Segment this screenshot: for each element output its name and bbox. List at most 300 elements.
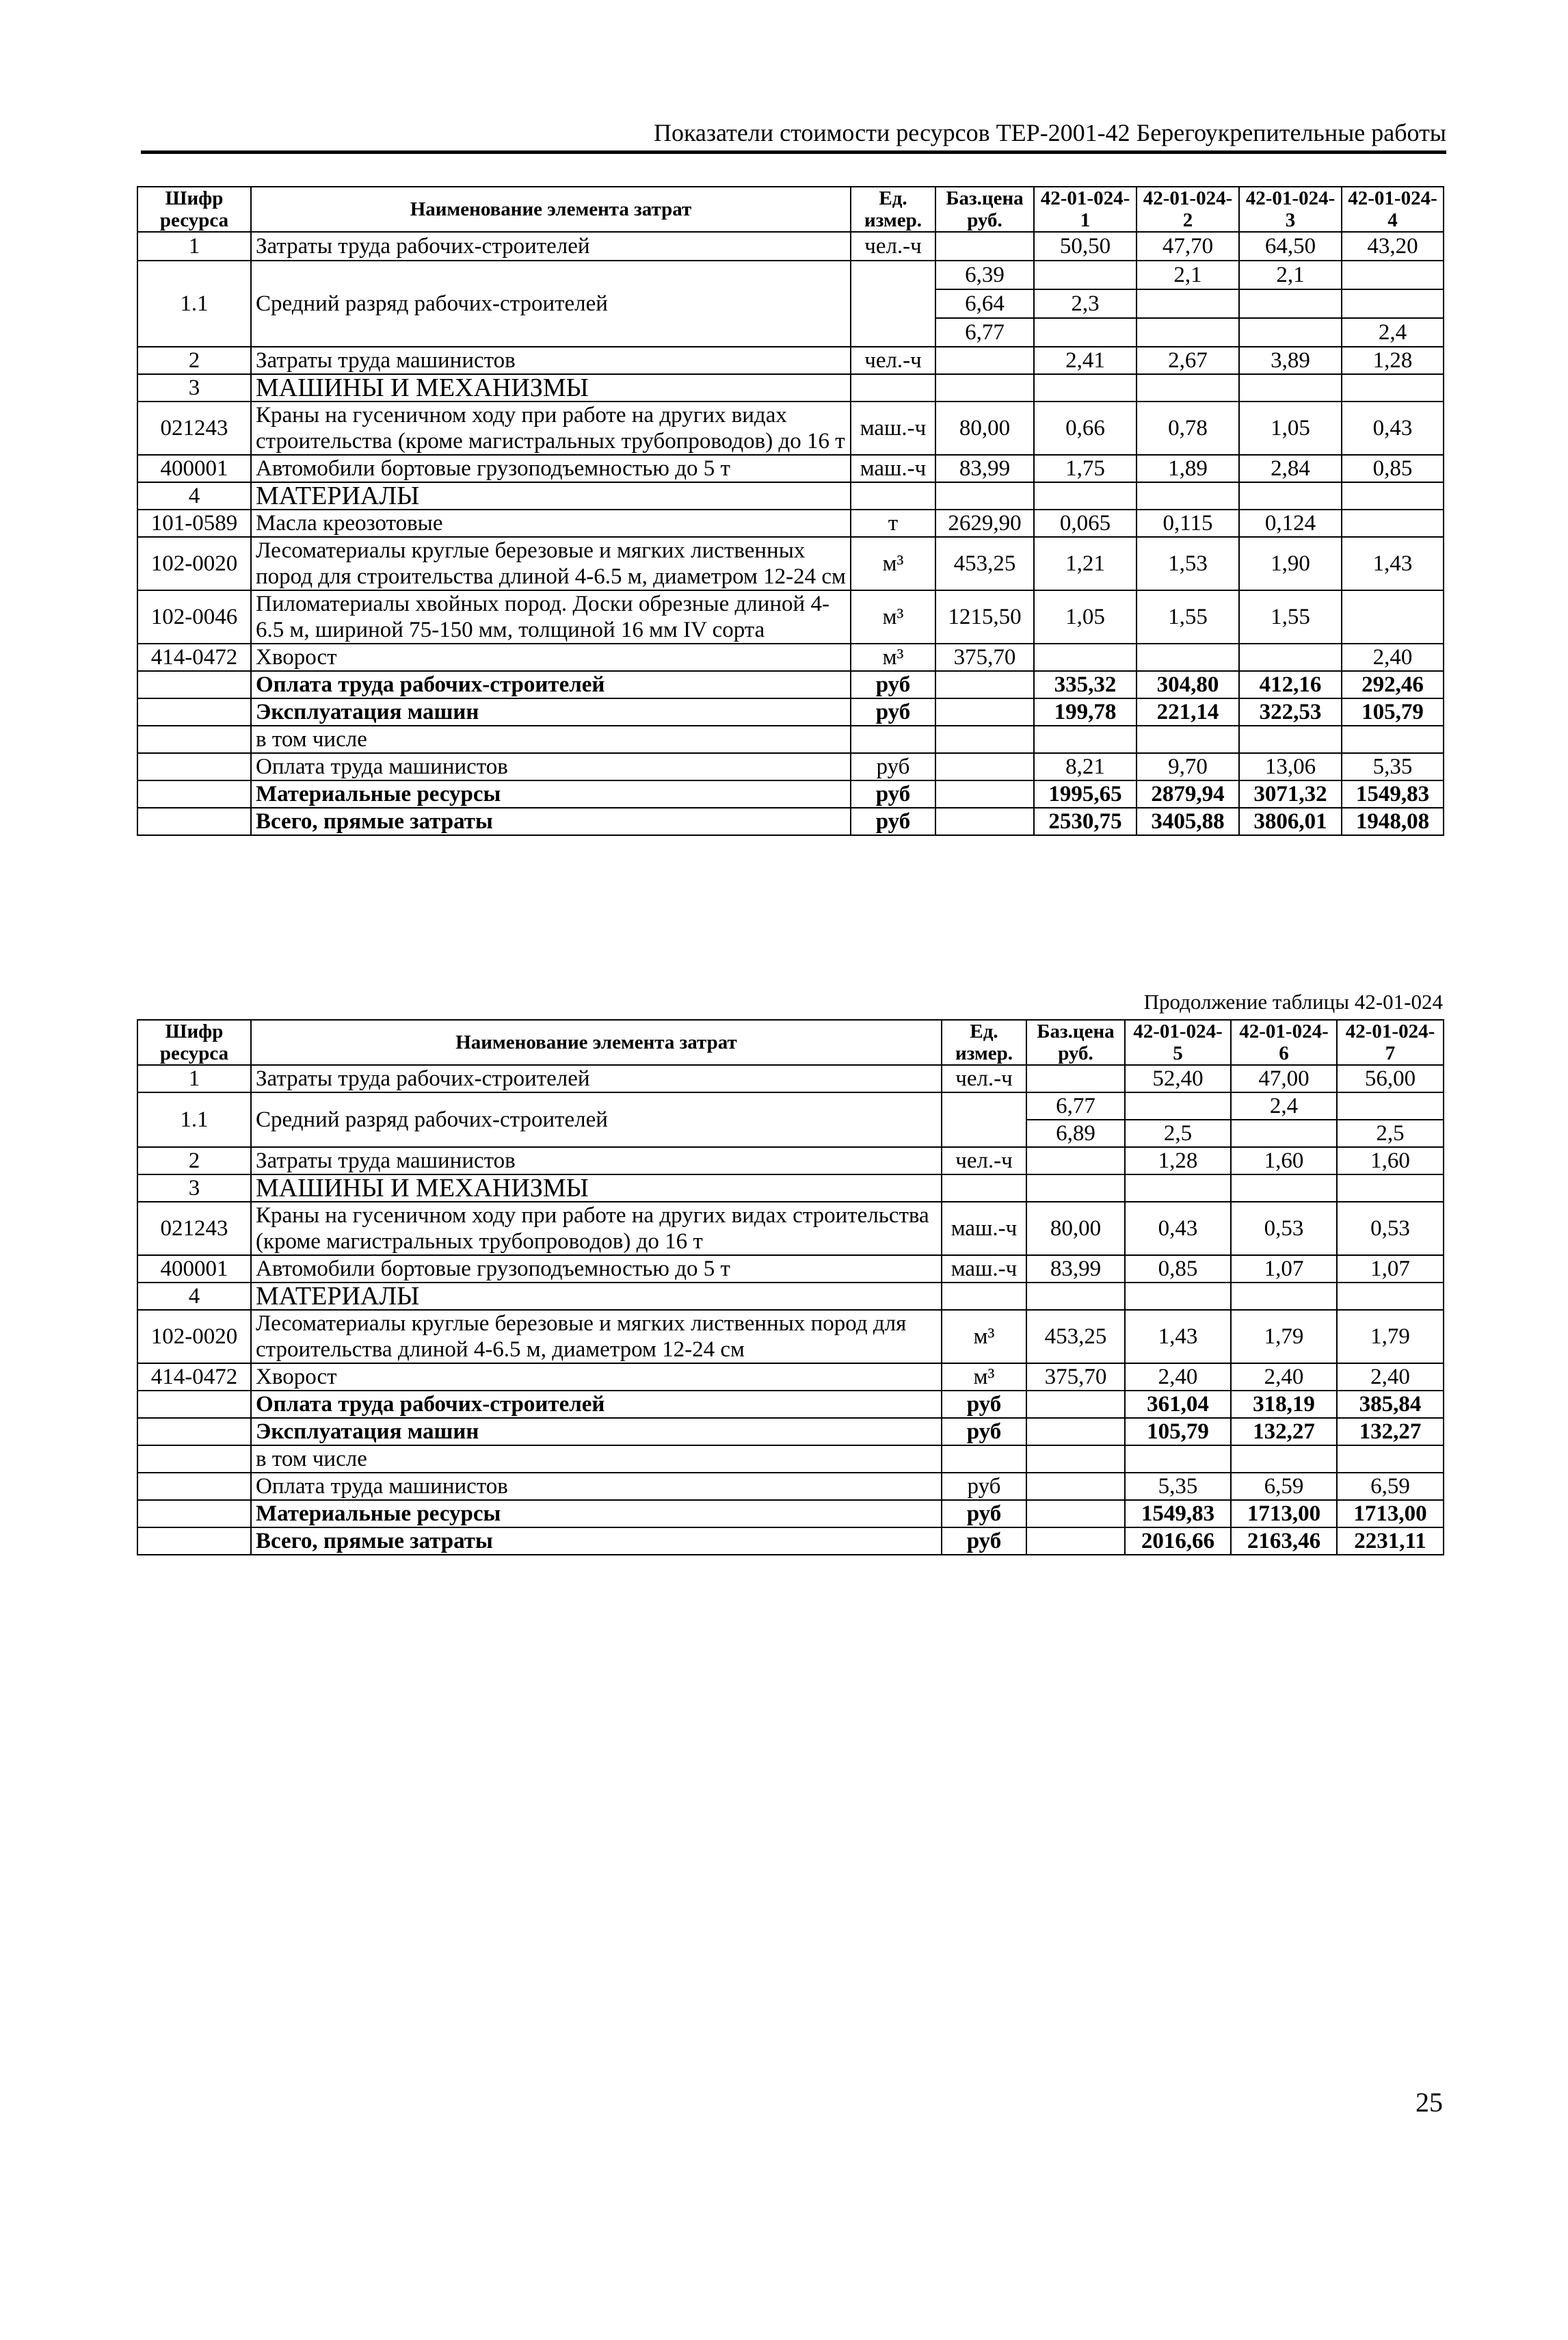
summary-label: Материальные ресурсы bbox=[251, 1500, 942, 1527]
section-title: МАТЕРИАЛЫ bbox=[251, 482, 851, 510]
section-row bbox=[137, 374, 1444, 402]
cell-value: 1713,00 bbox=[1337, 1500, 1444, 1527]
cell-unit: чел.-ч bbox=[942, 1147, 1026, 1174]
col-header-unit: Ед. измер. bbox=[942, 1020, 1026, 1065]
cell-value: 1,21 bbox=[1034, 537, 1137, 590]
cell-code: 4 bbox=[137, 482, 251, 510]
cell-price bbox=[1026, 1527, 1125, 1555]
cell-value bbox=[1239, 289, 1342, 318]
cell-value: 1,90 bbox=[1239, 537, 1342, 590]
section-title: МАТЕРИАЛЫ bbox=[251, 1283, 942, 1310]
cell-value bbox=[1137, 726, 1239, 753]
table-row bbox=[137, 232, 1444, 261]
table-row bbox=[137, 644, 1444, 671]
cell-price bbox=[1026, 1445, 1125, 1473]
summary-row bbox=[137, 1527, 1444, 1555]
cell-price: 83,99 bbox=[935, 455, 1034, 482]
cell-price: 453,25 bbox=[935, 537, 1034, 590]
cell-price bbox=[935, 347, 1034, 374]
cell-value: 5,35 bbox=[1342, 753, 1444, 780]
cell-value bbox=[1034, 261, 1137, 289]
cell-value: 1,43 bbox=[1125, 1310, 1231, 1363]
cell-value bbox=[1137, 482, 1239, 510]
cell-value bbox=[1239, 318, 1342, 347]
cell-code: 021243 bbox=[137, 1202, 251, 1255]
summary-row bbox=[137, 726, 1444, 753]
cell-value: 2,84 bbox=[1239, 455, 1342, 482]
cell-code: 1.1 bbox=[137, 1092, 251, 1147]
summary-row bbox=[137, 1500, 1444, 1527]
cell-price bbox=[935, 374, 1034, 402]
cell-value bbox=[1337, 1092, 1444, 1120]
table-row bbox=[137, 1310, 1444, 1363]
cell-unit bbox=[942, 1174, 1026, 1202]
cell-unit: м³ bbox=[851, 537, 935, 590]
cell-unit: руб bbox=[851, 780, 935, 808]
cell-price: 80,00 bbox=[935, 402, 1034, 455]
table-row bbox=[137, 347, 1444, 374]
cell-price bbox=[1026, 1500, 1125, 1527]
cell-value: 105,79 bbox=[1125, 1418, 1231, 1445]
cell-value: 47,00 bbox=[1231, 1065, 1337, 1092]
cell-grade: 6,77 bbox=[1026, 1092, 1125, 1120]
cell-value bbox=[1342, 482, 1444, 510]
cell-value: 9,70 bbox=[1137, 753, 1239, 780]
col-header-price: Баз.цена руб. bbox=[935, 187, 1034, 232]
cell-name: Затраты труда машинистов bbox=[251, 1147, 942, 1174]
cell-code: 102-0020 bbox=[137, 537, 251, 590]
section-row bbox=[137, 1283, 1444, 1310]
resource-table-2 bbox=[137, 1019, 1444, 1555]
cell-value: 13,06 bbox=[1239, 753, 1342, 780]
cell-value: 385,84 bbox=[1337, 1391, 1444, 1418]
col-header-norm: 42-01-024-6 bbox=[1231, 1020, 1337, 1065]
cell-price: 375,70 bbox=[935, 644, 1034, 671]
col-header-norm: 42-01-024-2 bbox=[1137, 187, 1239, 232]
cell-grade: 6,77 bbox=[935, 318, 1034, 347]
cell-value: 292,46 bbox=[1342, 671, 1444, 698]
table-row bbox=[137, 590, 1444, 644]
cell-price bbox=[935, 780, 1034, 808]
cell-name: Пиломатериалы хвойных пород. Доски обрезные длиной 4-6.5 м, шириной 75-150 мм, толщиной 16 мм IV сорта bbox=[251, 590, 851, 644]
cell-value: 1,07 bbox=[1231, 1255, 1337, 1283]
cell-value bbox=[1342, 510, 1444, 537]
cell-price: 83,99 bbox=[1026, 1255, 1125, 1283]
cell-unit: руб bbox=[851, 753, 935, 780]
cell-price: 2629,90 bbox=[935, 510, 1034, 537]
cell-code: 1 bbox=[137, 1065, 251, 1092]
cell-value: 52,40 bbox=[1125, 1065, 1231, 1092]
cell-value bbox=[1342, 289, 1444, 318]
cell-value: 2231,11 bbox=[1337, 1527, 1444, 1555]
cell-value: 335,32 bbox=[1034, 671, 1137, 698]
cell-name: Краны на гусеничном ходу при работе на других видах строительства (кроме магистральных трубопроводов) до 16 т bbox=[251, 402, 851, 455]
summary-label: Эксплуатация машин bbox=[251, 1418, 942, 1445]
cell-value: 3405,88 bbox=[1137, 808, 1239, 835]
cell-grade: 6,89 bbox=[1026, 1120, 1125, 1147]
cell-price bbox=[935, 232, 1034, 261]
cell-code bbox=[137, 698, 251, 726]
summary-row bbox=[137, 780, 1444, 808]
cell-value: 1,75 bbox=[1034, 455, 1137, 482]
cell-value: 0,53 bbox=[1337, 1202, 1444, 1255]
cell-value: 0,85 bbox=[1125, 1255, 1231, 1283]
cell-value: 2530,75 bbox=[1034, 808, 1137, 835]
cell-value bbox=[1231, 1120, 1337, 1147]
cell-value: 1,05 bbox=[1034, 590, 1137, 644]
cell-value: 1,60 bbox=[1231, 1147, 1337, 1174]
cell-code: 102-0046 bbox=[137, 590, 251, 644]
cell-code: 414-0472 bbox=[137, 1363, 251, 1391]
cell-name: Затраты труда рабочих-строителей bbox=[251, 232, 851, 261]
cell-price bbox=[1026, 1418, 1125, 1445]
summary-label: Оплата труда рабочих-строителей bbox=[251, 671, 851, 698]
cell-name: Масла креозотовые bbox=[251, 510, 851, 537]
cell-price bbox=[1026, 1283, 1125, 1310]
cell-value bbox=[1034, 726, 1137, 753]
cell-value: 1,28 bbox=[1125, 1147, 1231, 1174]
cell-value: 2,1 bbox=[1137, 261, 1239, 289]
cell-value: 318,19 bbox=[1231, 1391, 1337, 1418]
cell-value bbox=[1239, 644, 1342, 671]
cell-value: 2,4 bbox=[1342, 318, 1444, 347]
cell-code: 1.1 bbox=[137, 261, 251, 347]
col-header-norm: 42-01-024-3 bbox=[1239, 187, 1342, 232]
cell-value: 361,04 bbox=[1125, 1391, 1231, 1418]
cell-value: 3071,32 bbox=[1239, 780, 1342, 808]
table-row bbox=[137, 261, 1444, 289]
cell-unit bbox=[851, 261, 935, 347]
cell-value: 2,5 bbox=[1125, 1120, 1231, 1147]
cell-value bbox=[1342, 374, 1444, 402]
cell-code bbox=[137, 1391, 251, 1418]
cell-value bbox=[1034, 318, 1137, 347]
cell-unit: чел.-ч bbox=[851, 232, 935, 261]
table-row bbox=[137, 1147, 1444, 1174]
cell-value: 2,67 bbox=[1137, 347, 1239, 374]
cell-value: 0,124 bbox=[1239, 510, 1342, 537]
cell-value: 2,3 bbox=[1034, 289, 1137, 318]
cell-value bbox=[1231, 1445, 1337, 1473]
cell-value: 412,16 bbox=[1239, 671, 1342, 698]
cell-grade: 6,64 bbox=[935, 289, 1034, 318]
cell-code: 400001 bbox=[137, 455, 251, 482]
cell-code bbox=[137, 1445, 251, 1473]
cell-value bbox=[1137, 289, 1239, 318]
cell-name: Затраты труда рабочих-строителей bbox=[251, 1065, 942, 1092]
cell-code bbox=[137, 1500, 251, 1527]
cell-value bbox=[1337, 1445, 1444, 1473]
cell-value bbox=[1137, 374, 1239, 402]
col-header-code: Шифр ресурса bbox=[137, 187, 251, 232]
cell-unit: руб bbox=[851, 698, 935, 726]
summary-row bbox=[137, 1445, 1444, 1473]
cell-price bbox=[935, 726, 1034, 753]
cell-value: 132,27 bbox=[1231, 1418, 1337, 1445]
section-row bbox=[137, 482, 1444, 510]
cell-value bbox=[1342, 261, 1444, 289]
cell-price bbox=[1026, 1065, 1125, 1092]
cell-value: 221,14 bbox=[1137, 698, 1239, 726]
cell-unit: руб bbox=[942, 1473, 1026, 1500]
cell-value: 2879,94 bbox=[1137, 780, 1239, 808]
cell-name: Средний разряд рабочих-строителей bbox=[251, 1092, 942, 1147]
cell-unit: руб bbox=[851, 808, 935, 835]
cell-price bbox=[1026, 1391, 1125, 1418]
cell-value: 3806,01 bbox=[1239, 808, 1342, 835]
cell-value bbox=[1125, 1445, 1231, 1473]
cell-value: 43,20 bbox=[1342, 232, 1444, 261]
summary-label: Эксплуатация машин bbox=[251, 698, 851, 726]
cell-unit bbox=[942, 1283, 1026, 1310]
summary-label: Оплата труда рабочих-строителей bbox=[251, 1391, 942, 1418]
summary-label: Всего, прямые затраты bbox=[251, 1527, 942, 1555]
cell-code: 2 bbox=[137, 347, 251, 374]
cell-code bbox=[137, 1473, 251, 1500]
cell-code bbox=[137, 808, 251, 835]
cell-price: 1215,50 bbox=[935, 590, 1034, 644]
summary-label: в том числе bbox=[251, 1445, 942, 1473]
cell-value: 50,50 bbox=[1034, 232, 1137, 261]
section-title: МАШИНЫ И МЕХАНИЗМЫ bbox=[251, 374, 851, 402]
cell-name: Автомобили бортовые грузоподъемностью до 5 т bbox=[251, 455, 851, 482]
cell-value: 1,79 bbox=[1337, 1310, 1444, 1363]
summary-row bbox=[137, 1473, 1444, 1500]
table-row bbox=[137, 402, 1444, 455]
cell-unit: руб bbox=[942, 1500, 1026, 1527]
cell-unit: м³ bbox=[942, 1310, 1026, 1363]
cell-value: 0,78 bbox=[1137, 402, 1239, 455]
col-header-norm: 42-01-024-1 bbox=[1034, 187, 1137, 232]
cell-code: 101-0589 bbox=[137, 510, 251, 537]
cell-unit: м³ bbox=[851, 644, 935, 671]
cell-price: 375,70 bbox=[1026, 1363, 1125, 1391]
table-row bbox=[137, 1363, 1444, 1391]
cell-value: 64,50 bbox=[1239, 232, 1342, 261]
cell-value: 1,28 bbox=[1342, 347, 1444, 374]
cell-name: Лесоматериалы круглые березовые и мягких лиственных пород для строительства длиной 4-6.5 м, диаметром 12-24 см bbox=[251, 1310, 942, 1363]
cell-price: 80,00 bbox=[1026, 1202, 1125, 1255]
col-header-code: Шифр ресурса bbox=[137, 1020, 251, 1065]
cell-value: 6,59 bbox=[1231, 1473, 1337, 1500]
cell-value: 304,80 bbox=[1137, 671, 1239, 698]
cell-value: 0,53 bbox=[1231, 1202, 1337, 1255]
cell-value: 0,66 bbox=[1034, 402, 1137, 455]
table-row bbox=[137, 1202, 1444, 1255]
col-header-unit: Ед. измер. bbox=[851, 187, 935, 232]
cell-value: 5,35 bbox=[1125, 1473, 1231, 1500]
summary-label: Материальные ресурсы bbox=[251, 780, 851, 808]
cell-code bbox=[137, 1527, 251, 1555]
cell-code: 2 bbox=[137, 1147, 251, 1174]
cell-value: 47,70 bbox=[1137, 232, 1239, 261]
cell-value: 105,79 bbox=[1342, 698, 1444, 726]
cell-value: 2,40 bbox=[1231, 1363, 1337, 1391]
cell-code: 021243 bbox=[137, 402, 251, 455]
summary-row bbox=[137, 1418, 1444, 1445]
cell-grade: 6,39 bbox=[935, 261, 1034, 289]
cell-value: 1,53 bbox=[1137, 537, 1239, 590]
cell-unit: т bbox=[851, 510, 935, 537]
cell-unit: руб bbox=[942, 1527, 1026, 1555]
col-header-norm: 42-01-024-5 bbox=[1125, 1020, 1231, 1065]
cell-unit: м³ bbox=[851, 590, 935, 644]
summary-row bbox=[137, 753, 1444, 780]
cell-value bbox=[1125, 1092, 1231, 1120]
cell-code: 414-0472 bbox=[137, 644, 251, 671]
cell-value: 0,43 bbox=[1125, 1202, 1231, 1255]
cell-code bbox=[137, 671, 251, 698]
table-row bbox=[137, 537, 1444, 590]
cell-unit bbox=[851, 374, 935, 402]
cell-value: 2,1 bbox=[1239, 261, 1342, 289]
cell-value: 2,5 bbox=[1337, 1120, 1444, 1147]
cell-unit: руб bbox=[942, 1391, 1026, 1418]
table-header-row bbox=[137, 187, 1444, 232]
table-header-row bbox=[137, 1020, 1444, 1065]
cell-price bbox=[935, 753, 1034, 780]
cell-value: 1549,83 bbox=[1342, 780, 1444, 808]
table-row bbox=[137, 510, 1444, 537]
cell-value: 1948,08 bbox=[1342, 808, 1444, 835]
cell-value bbox=[1231, 1174, 1337, 1202]
cell-code bbox=[137, 726, 251, 753]
cell-value: 0,85 bbox=[1342, 455, 1444, 482]
cell-value bbox=[1125, 1174, 1231, 1202]
cell-unit: маш.-ч bbox=[851, 402, 935, 455]
table-row bbox=[137, 1065, 1444, 1092]
cell-name: Автомобили бортовые грузоподъемностью до 5 т bbox=[251, 1255, 942, 1283]
cell-value: 2,41 bbox=[1034, 347, 1137, 374]
cell-value: 1549,83 bbox=[1125, 1500, 1231, 1527]
page-number: 25 bbox=[1416, 2087, 1443, 2118]
cell-value bbox=[1034, 482, 1137, 510]
cell-value: 1,43 bbox=[1342, 537, 1444, 590]
table-row bbox=[137, 1255, 1444, 1283]
cell-value: 1,60 bbox=[1337, 1147, 1444, 1174]
cell-value bbox=[1239, 482, 1342, 510]
cell-code: 102-0020 bbox=[137, 1310, 251, 1363]
col-header-norm: 42-01-024-7 bbox=[1337, 1020, 1444, 1065]
col-header-name: Наименование элемента затрат bbox=[251, 187, 851, 232]
cell-price bbox=[935, 671, 1034, 698]
cell-price bbox=[1026, 1473, 1125, 1500]
cell-value: 1,55 bbox=[1137, 590, 1239, 644]
cell-value bbox=[1034, 374, 1137, 402]
cell-code: 400001 bbox=[137, 1255, 251, 1283]
cell-value: 322,53 bbox=[1239, 698, 1342, 726]
cell-value: 1995,65 bbox=[1034, 780, 1137, 808]
summary-row bbox=[137, 671, 1444, 698]
cell-value bbox=[1034, 644, 1137, 671]
cell-value: 1,05 bbox=[1239, 402, 1342, 455]
cell-value: 1713,00 bbox=[1231, 1500, 1337, 1527]
summary-label: в том числе bbox=[251, 726, 851, 753]
cell-value: 3,89 bbox=[1239, 347, 1342, 374]
summary-row bbox=[137, 808, 1444, 835]
cell-value: 2,40 bbox=[1337, 1363, 1444, 1391]
summary-label: Оплата труда машинистов bbox=[251, 1473, 942, 1500]
cell-value bbox=[1239, 374, 1342, 402]
cell-name: Краны на гусеничном ходу при работе на других видах строительства (кроме магистральных трубопроводов) до 16 т bbox=[251, 1202, 942, 1255]
cell-code bbox=[137, 780, 251, 808]
cell-code: 1 bbox=[137, 232, 251, 261]
cell-name: Лесоматериалы круглые березовые и мягких лиственных пород для строительства длиной 4-6.5 м, диаметром 12-24 см bbox=[251, 537, 851, 590]
summary-label: Оплата труда машинистов bbox=[251, 753, 851, 780]
cell-value: 132,27 bbox=[1337, 1418, 1444, 1445]
cell-price bbox=[1026, 1147, 1125, 1174]
cell-value bbox=[1342, 726, 1444, 753]
summary-label: Всего, прямые затраты bbox=[251, 808, 851, 835]
table-row bbox=[137, 455, 1444, 482]
cell-value: 2,40 bbox=[1125, 1363, 1231, 1391]
cell-name: Хворост bbox=[251, 644, 851, 671]
cell-value: 2,4 bbox=[1231, 1092, 1337, 1120]
cell-price bbox=[935, 808, 1034, 835]
cell-name: Средний разряд рабочих-строителей bbox=[251, 261, 851, 347]
cell-unit: маш.-ч bbox=[851, 455, 935, 482]
cell-unit bbox=[942, 1092, 1026, 1147]
cell-value bbox=[1137, 318, 1239, 347]
cell-unit bbox=[851, 726, 935, 753]
cell-value: 1,89 bbox=[1137, 455, 1239, 482]
cell-name: Затраты труда машинистов bbox=[251, 347, 851, 374]
cell-value: 56,00 bbox=[1337, 1065, 1444, 1092]
cell-value: 2,40 bbox=[1342, 644, 1444, 671]
table-row bbox=[137, 1092, 1444, 1120]
col-header-name: Наименование элемента затрат bbox=[251, 1020, 942, 1065]
cell-price bbox=[1026, 1174, 1125, 1202]
cell-unit: чел.-ч bbox=[851, 347, 935, 374]
cell-unit bbox=[851, 482, 935, 510]
cell-value: 1,55 bbox=[1239, 590, 1342, 644]
cell-price: 453,25 bbox=[1026, 1310, 1125, 1363]
cell-value bbox=[1239, 726, 1342, 753]
cell-value bbox=[1125, 1283, 1231, 1310]
cell-code: 4 bbox=[137, 1283, 251, 1310]
summary-row bbox=[137, 698, 1444, 726]
page-header: Показатели стоимости ресурсов ТЕР-2001-42 Берегоукрепительные работы bbox=[141, 118, 1446, 154]
cell-unit: чел.-ч bbox=[942, 1065, 1026, 1092]
cell-unit bbox=[942, 1445, 1026, 1473]
cell-value: 0,43 bbox=[1342, 402, 1444, 455]
col-header-price: Баз.цена руб. bbox=[1026, 1020, 1125, 1065]
cell-name: Хворост bbox=[251, 1363, 942, 1391]
cell-value: 2163,46 bbox=[1231, 1527, 1337, 1555]
cell-value: 8,21 bbox=[1034, 753, 1137, 780]
cell-unit: руб bbox=[851, 671, 935, 698]
cell-value bbox=[1342, 590, 1444, 644]
cell-value bbox=[1137, 644, 1239, 671]
section-title: МАШИНЫ И МЕХАНИЗМЫ bbox=[251, 1174, 942, 1202]
cell-code: 3 bbox=[137, 374, 251, 402]
cell-value bbox=[1231, 1283, 1337, 1310]
cell-value: 1,07 bbox=[1337, 1255, 1444, 1283]
summary-row bbox=[137, 1391, 1444, 1418]
cell-code bbox=[137, 753, 251, 780]
cell-unit: маш.-ч bbox=[942, 1202, 1026, 1255]
col-header-norm: 42-01-024-4 bbox=[1342, 187, 1444, 232]
cell-value: 0,065 bbox=[1034, 510, 1137, 537]
cell-unit: м³ bbox=[942, 1363, 1026, 1391]
cell-value: 2016,66 bbox=[1125, 1527, 1231, 1555]
cell-code: 3 bbox=[137, 1174, 251, 1202]
cell-price bbox=[935, 482, 1034, 510]
cell-value: 0,115 bbox=[1137, 510, 1239, 537]
cell-value: 1,79 bbox=[1231, 1310, 1337, 1363]
cell-value bbox=[1337, 1174, 1444, 1202]
cell-value: 199,78 bbox=[1034, 698, 1137, 726]
